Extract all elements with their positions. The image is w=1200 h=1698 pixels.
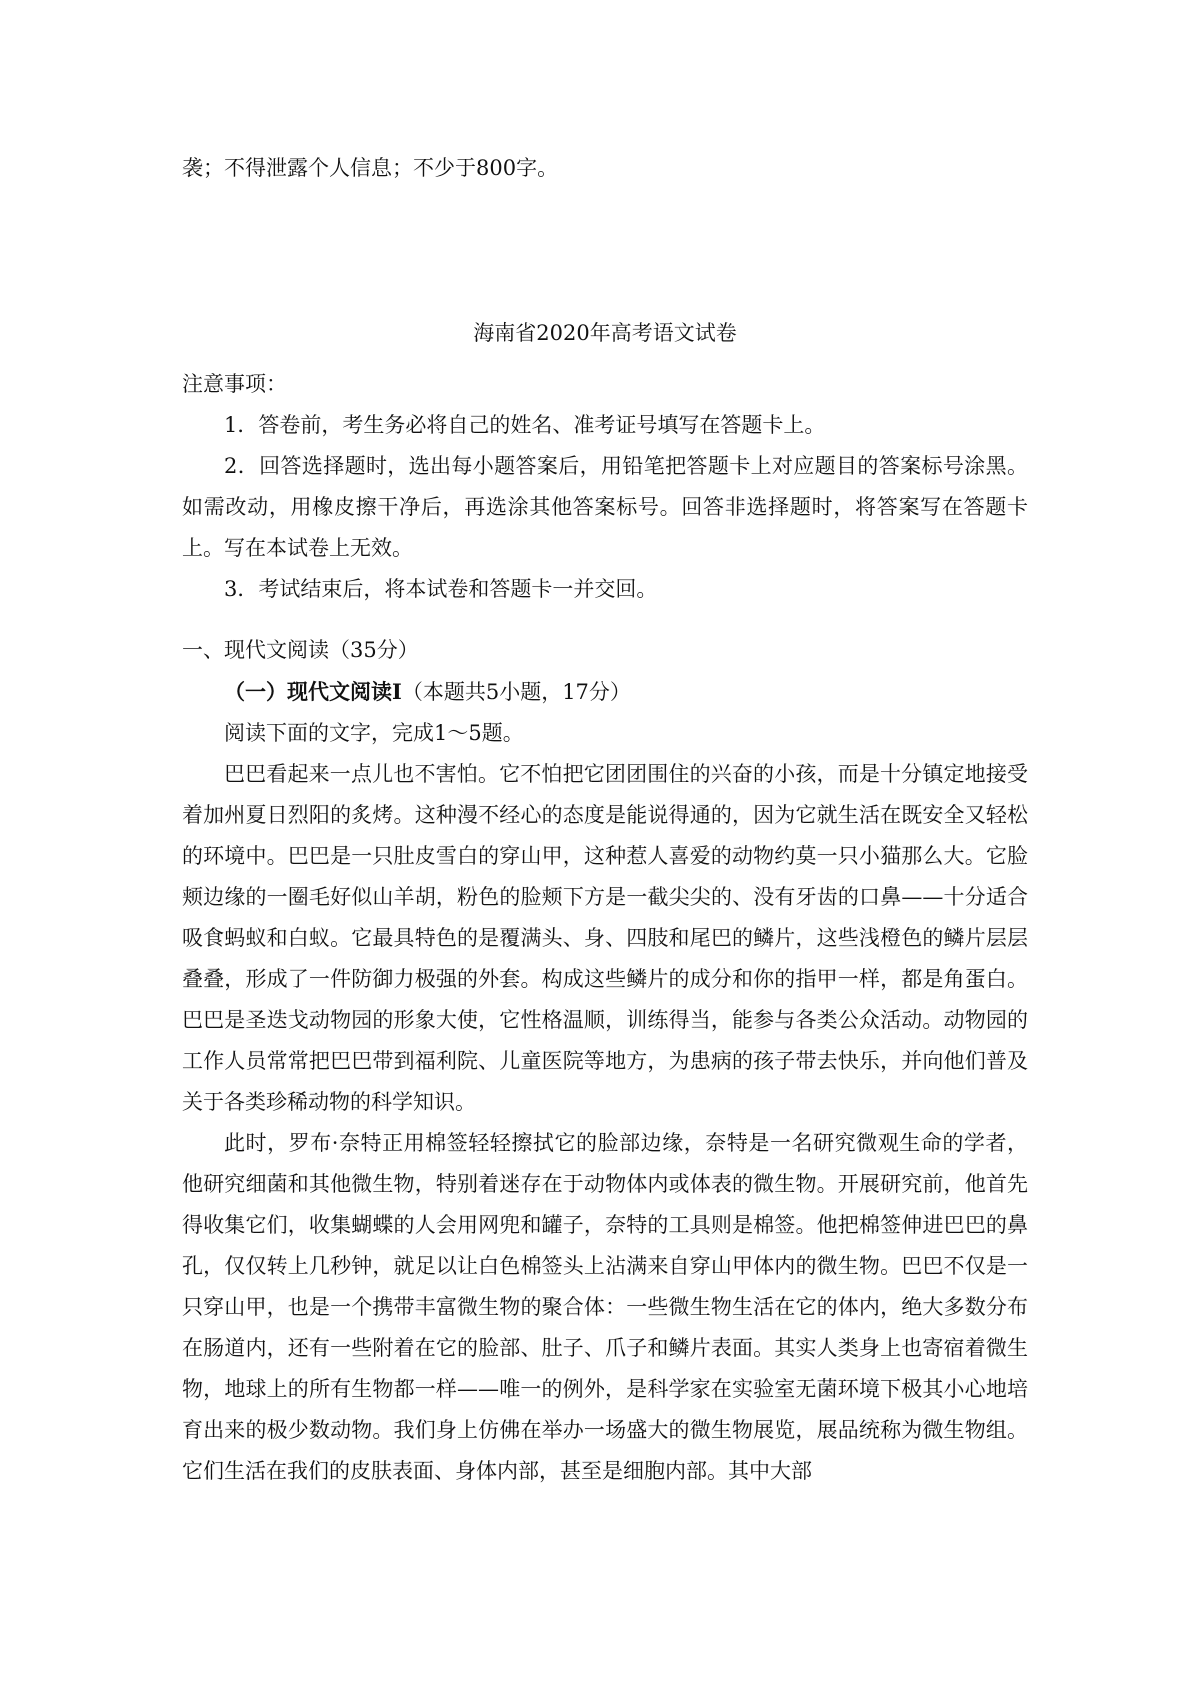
subsection-title: （一）现代文阅读Ⅰ	[224, 679, 402, 704]
reading-instruction: 阅读下面的文字，完成1～5题。	[224, 721, 524, 745]
exam-body	[182, 364, 1028, 1492]
essay-requirement-fragment: 袭；不得泄露个人信息；不少于800字。	[182, 156, 559, 180]
notice-item-1: 1．答卷前，考生务必将自己的姓名、准考证号填写在答题卡上。	[224, 413, 826, 437]
previous-page-fragment	[182, 148, 1028, 189]
section-heading: 一、现代文阅读（35分）	[182, 638, 419, 662]
passage-paragraph-1: 巴巴看起来一点儿也不害怕。它不怕把它团团围住的兴奋的小孩，而是十分镇定地接受着加州夏日烈阳的炙烤。这种漫不经心的态度是能说得通的，因为它就生活在既安全又轻松的环境中。巴巴是一只肚皮雪白的穿山甲，这种惹人喜爱的动物约莫一只小猫那么大。它脸颊边缘的一圈毛好似山羊胡，粉色的脸颊下方是一截尖尖的、没有牙齿的口鼻——十分适合吸食蚂蚁和白蚁。它最具特色的是覆满头、身、四肢和尾巴的鳞片，这些浅橙色的鳞片层层叠叠，形成了一件防御力极强的外套。构成这些鳞片的成分和你的指甲一样，都是角蛋白。巴巴是圣迭戈动物园的形象大使，它性格温顺，训练得当，能参与各类公众活动。动物园的工作人员常常把巴巴带到福利院、儿童医院等地方，为患病的孩子带去快乐，并向他们普及关于各类珍稀动物的科学知识。	[182, 762, 1028, 1114]
exam-title: 海南省2020年高考语文试卷	[473, 321, 737, 345]
subsection-note: （本题共5小题，17分）	[401, 680, 631, 704]
notice-item-3: 3．考试结束后，将本试卷和答题卡一并交回。	[224, 577, 658, 601]
passage-paragraph-2: 此时，罗布·奈特正用棉签轻轻擦拭它的脸部边缘，奈特是一名研究微观生命的学者，他研究细菌和其他微生物，特别着迷存在于动物体内或体表的微生物。开展研究前，他首先得收集它们，收集蝴蝶的人会用网兜和罐子，奈特的工具则是棉签。他把棉签伸进巴巴的鼻孔，仅仅转上几秒钟，就足以让白色棉签头上沾满来自穿山甲体内的微生物。巴巴不仅是一只穿山甲，也是一个携带丰富微生物的聚合体：一些微生物生活在它的体内，绝大多数分布在肠道内，还有一些附着在它的脸部、肚子、爪子和鳞片表面。其实人类身上也寄宿着微生物，地球上的所有生物都一样——唯一的例外，是科学家在实验室无菌环境下极其小心地培育出来的极少数动物。我们身上仿佛在举办一场盛大的微生物展览，展品统称为微生物组。它们生活在我们的皮肤表面、身体内部，甚至是细胞内部。其中大部	[182, 1131, 1028, 1483]
reading-section	[182, 630, 1028, 1492]
notice-block	[182, 364, 1028, 610]
notice-heading: 注意事项：	[182, 372, 287, 396]
subsection-heading	[182, 671, 1028, 713]
notice-item-2: 2．回答选择题时，选出每小题答案后，用铅笔把答题卡上对应题目的答案标号涂黑。如需改动，用橡皮擦干净后，再选涂其他答案标号。回答非选择题时，将答案写在答题卡上。写在本试卷上无效。	[182, 454, 1028, 560]
